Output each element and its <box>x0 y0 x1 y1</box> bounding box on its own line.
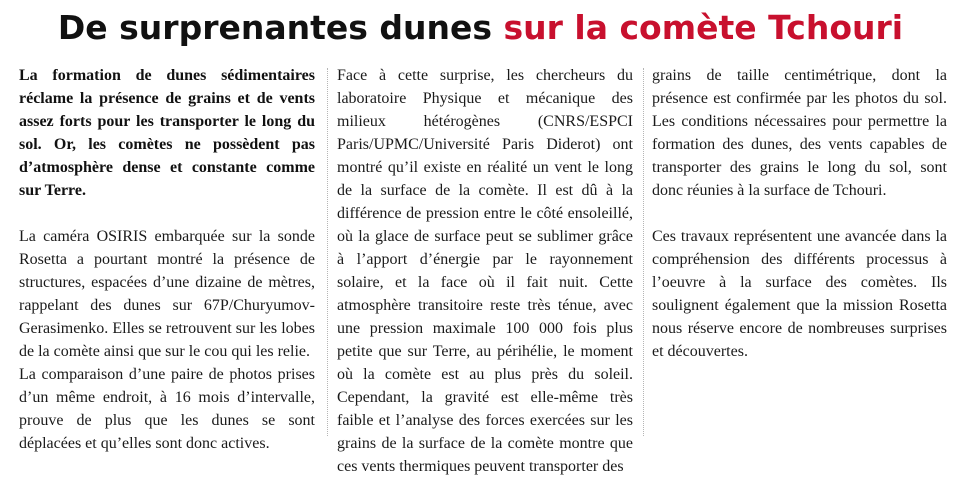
column2-paragraph-wind: Face à cette surprise, les chercheurs du laboratoire Physique et mécanique des milieux hétérogènes (CNRS/ESPCI Paris/UPMC/Université Paris Diderot) ont montré qu’il existe en réalité un vent le long de la surface de la comète. Il est dû à la différence de pression entre le côté ensoleillé, où la glace de surface peut se sublimer grâce à l’apport d’énergie par le rayonnement solaire, et la face où il fait nuit. Cette atmosphère transitoire reste très ténue, avec une pression maximale 100 000 fois plus petite que sur Terre, au périhélie, le moment où la comète est au plus près du soleil. Cependant, la gravité est elle-même très faible et l’analyse des forces exercées sur les grains de la surface de la comète montre que ces vents thermiques peuvent transporter des <box>337 67 633 475</box>
article-lead-paragraph: La formation de dunes sédimentaires réclame la présence de grains et de vents assez forts pour les transporter le long du sol. Or, les comètes ne possèdent pas d’atmosphère dense et constante comme sur Terre. <box>19 67 315 199</box>
article-column-3 <box>652 64 947 363</box>
headline-part-red: sur la comète Tchouri <box>503 8 904 47</box>
article-column-2 <box>337 64 633 478</box>
column1-paragraph-comparison: La comparaison d’une paire de photos prises d’un même endroit, à 16 mois d’intervalle, prouve de plus que les dunes se sont déplacées et qu’elles sont donc actives. <box>19 366 315 452</box>
article-column-1 <box>19 64 315 455</box>
column-divider-1 <box>327 68 328 436</box>
column3-paragraph-grains: grains de taille centimétrique, dont la présence est confirmée par les photos du sol. Les conditions nécessaires pour permettre la formation des dunes, des vents capables de transporter des grains le long du sol, sont donc réunies à la surface de Tchouri. <box>652 67 947 199</box>
headline-part-black: De surprenantes dunes <box>57 8 504 47</box>
column-divider-2 <box>643 68 644 436</box>
article-headline <box>0 6 961 50</box>
column1-paragraph-osiris: La caméra OSIRIS embarquée sur la sonde Rosetta a pourtant montré la présence de structures, espacées d’une dizaine de mètres, rappelant des dunes sur 67P/Churyumov-Gerasimenko. Elles se retrouvent sur les lobes de la comète ainsi que sur le cou qui les relie. <box>19 228 315 360</box>
column3-paragraph-conclusion: Ces travaux représentent une avancée dans la compréhension des différents processus à l’oeuvre à la surface des comètes. Ils soulignent également que la mission Rosetta nous réserve encore de nombreuses surprises et découvertes. <box>652 228 947 360</box>
